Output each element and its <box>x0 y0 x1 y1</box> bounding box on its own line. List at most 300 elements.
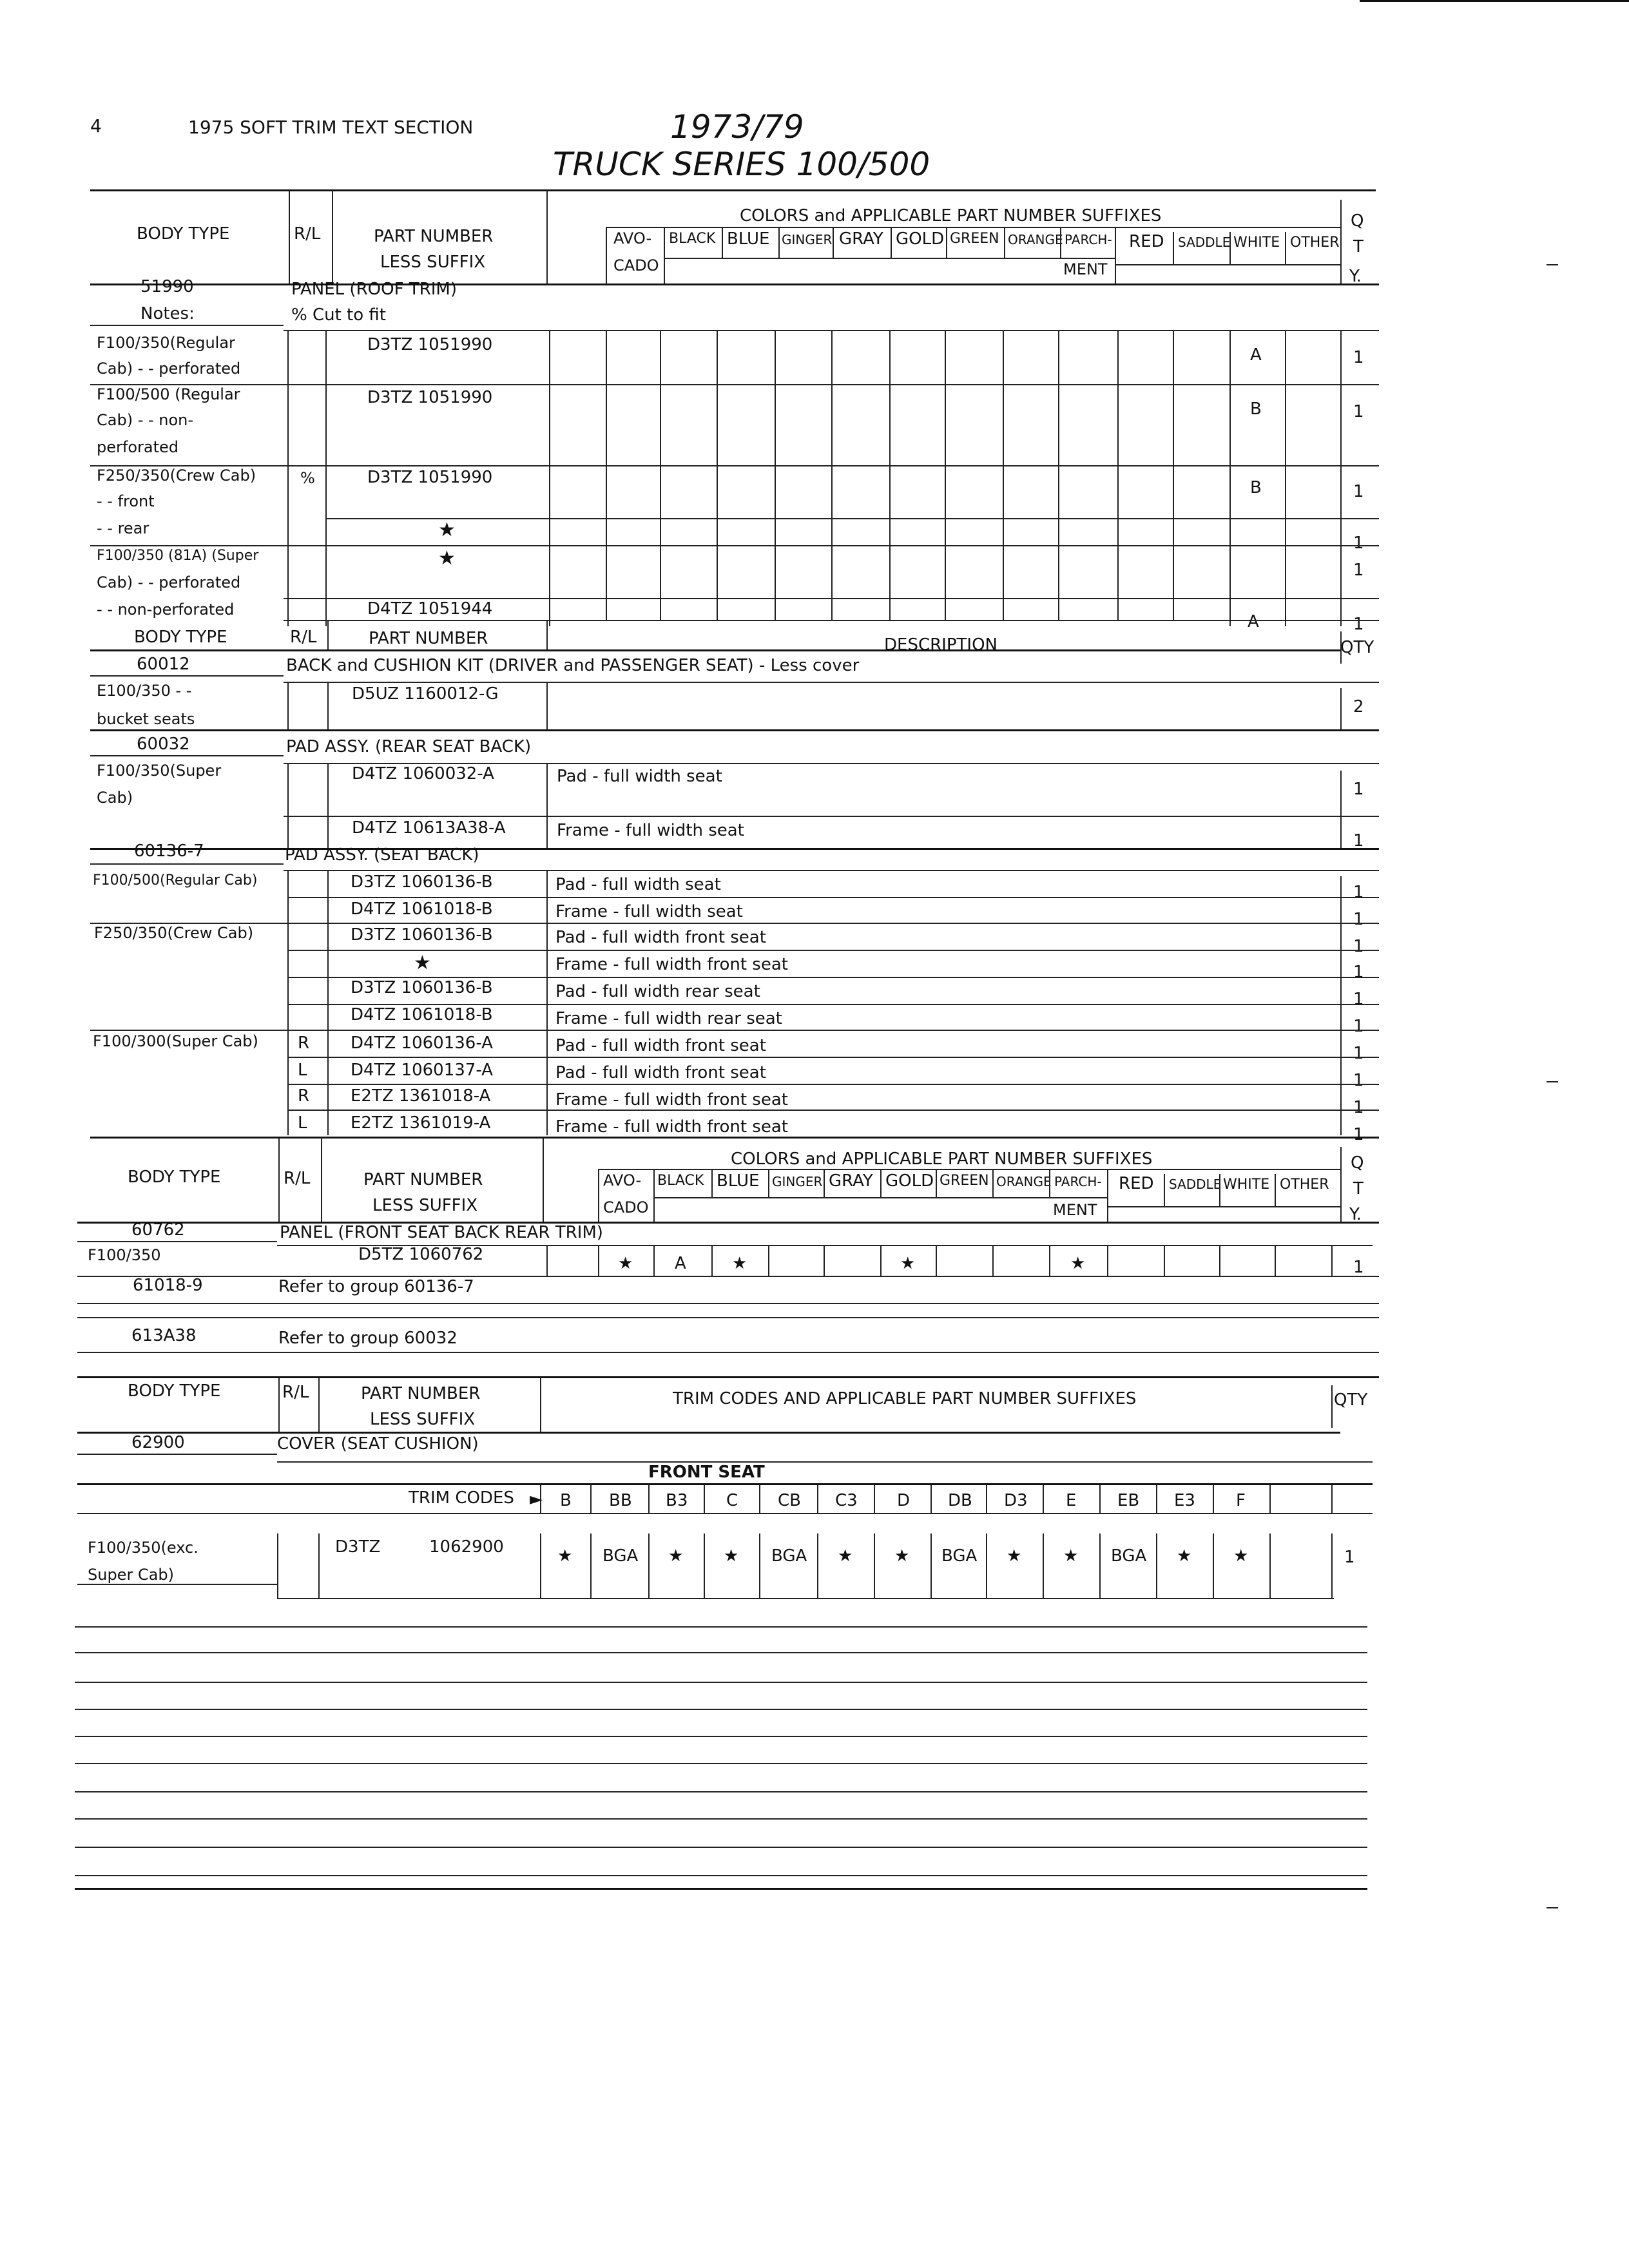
color-red: RED <box>1119 1174 1154 1193</box>
body-line: Super Cab) <box>88 1566 175 1584</box>
rule <box>90 729 1379 731</box>
less-suffix-header: LESS SUFFIX <box>380 253 486 272</box>
body-line: perforated <box>97 438 178 456</box>
divider <box>1229 232 1231 264</box>
color-parchment-2: MENT <box>1063 260 1108 278</box>
divider <box>278 1378 280 1432</box>
color-parchment: PARCH- <box>1054 1174 1102 1189</box>
body-line: bucket seats <box>97 710 195 728</box>
divider <box>590 1485 592 1513</box>
qty-t: T <box>1353 237 1364 256</box>
trim-code: B <box>560 1491 572 1510</box>
body-type-header: BODY TYPE <box>137 224 230 244</box>
star-icon: ★ <box>1070 1254 1086 1273</box>
divider <box>1340 631 1342 664</box>
rule <box>90 848 1379 850</box>
rule <box>75 1763 1367 1764</box>
star-icon: ★ <box>618 1254 633 1273</box>
rule <box>90 384 1379 385</box>
divider <box>1173 330 1174 620</box>
rule <box>77 1454 277 1455</box>
divider <box>546 621 548 649</box>
divider <box>1107 1245 1108 1276</box>
divider <box>318 1378 320 1432</box>
part-number: D5TZ 1060762 <box>358 1245 484 1264</box>
notes-text: % Cut to fit <box>291 305 386 325</box>
body-line: - - non-perforated <box>97 601 235 619</box>
divider <box>1340 1147 1342 1222</box>
color-blue: BLUE <box>717 1171 760 1191</box>
star-icon: ★ <box>438 547 456 570</box>
color-avocado-2: CADO <box>603 1198 649 1216</box>
rule <box>77 1584 277 1585</box>
group-title-62900: COVER (SEAT CUSHION) <box>277 1434 479 1454</box>
star-icon: ★ <box>724 1546 739 1566</box>
group-code-60032: 60032 <box>137 735 190 754</box>
rl-cell: R <box>298 1033 310 1053</box>
part-number: D4TZ 1051944 <box>367 599 493 619</box>
rule <box>287 950 1379 951</box>
body-line: F100/500(Regular Cab) <box>93 872 258 889</box>
divider <box>543 1138 544 1222</box>
trim-codes-label: TRIM CODES <box>409 1488 514 1508</box>
body-line: F100/350(exc. <box>88 1539 198 1557</box>
color-parchment: PARCH- <box>1065 232 1112 247</box>
rule <box>77 1352 1379 1353</box>
divider <box>817 1533 818 1598</box>
divider <box>1043 1485 1044 1513</box>
part-number: E2TZ 1361018-A <box>351 1086 491 1106</box>
divider <box>880 1169 882 1197</box>
body-line: Cab) <box>97 789 133 807</box>
trim-rl: R/L <box>282 1383 309 1402</box>
rule <box>325 518 1379 519</box>
divider <box>1331 1533 1333 1598</box>
rule <box>75 1626 1367 1628</box>
rule <box>77 1513 1373 1514</box>
divider <box>332 191 333 284</box>
divider <box>1099 1485 1101 1513</box>
divider <box>992 1245 994 1276</box>
star-icon: ★ <box>438 519 456 541</box>
desc-cell: Pad - full width seat <box>555 875 721 894</box>
star-icon: ★ <box>732 1254 747 1273</box>
divider <box>986 1485 987 1513</box>
rule <box>75 1709 1367 1710</box>
divider <box>660 330 661 620</box>
part-number: D3TZ 1051990 <box>367 468 493 487</box>
rule <box>77 1376 1379 1378</box>
part-number: D4TZ 1060136-A <box>351 1033 493 1053</box>
trim-code: B3 <box>666 1491 688 1510</box>
divider <box>325 330 327 626</box>
qty-cell: 1 <box>1353 937 1364 956</box>
qty-q-2: Q <box>1351 1153 1364 1173</box>
desc-cell: Pad - full width front seat <box>555 1063 766 1082</box>
rule <box>287 1084 1379 1085</box>
less-suffix-header-2: LESS SUFFIX <box>372 1196 478 1215</box>
divider <box>1340 200 1342 284</box>
part-number: D4TZ 1060137-A <box>351 1061 493 1080</box>
rule <box>606 227 1340 228</box>
rule <box>90 649 1340 651</box>
star-icon: ★ <box>838 1546 853 1566</box>
margin-mark <box>1547 1907 1558 1908</box>
suffix-cell: BGA <box>771 1546 807 1566</box>
desc-cell: Pad - full width front seat <box>555 928 766 947</box>
trim-code: D <box>897 1491 911 1510</box>
color-other: OTHER <box>1280 1177 1329 1193</box>
color-ginger: GINGER <box>772 1174 823 1189</box>
part-number: D5UZ 1160012-G <box>352 684 499 704</box>
suffix-cell: A <box>675 1254 686 1273</box>
rl-cell: L <box>298 1113 307 1133</box>
group-title-51990: PANEL (ROOF TRIM) <box>291 280 457 299</box>
qty-cell: 1 <box>1353 533 1364 553</box>
group-title-60032: PAD ASSY. (REAR SEAT BACK) <box>286 737 532 756</box>
divider <box>891 227 892 258</box>
rule <box>277 1598 1334 1599</box>
divider <box>327 763 329 848</box>
rule <box>75 1736 1367 1737</box>
divider <box>1269 1533 1271 1598</box>
desc-cell: Frame - full width seat <box>557 821 744 840</box>
rule <box>75 1818 1367 1820</box>
divider <box>289 191 290 284</box>
divider <box>936 1245 937 1276</box>
divider <box>945 330 946 620</box>
trim-code: C <box>726 1491 738 1510</box>
divider <box>992 1169 994 1197</box>
desc-cell: Frame - full width seat <box>555 902 743 921</box>
colors-title: COLORS and APPLICABLE PART NUMBER SUFFIXES <box>740 206 1162 226</box>
divider <box>1117 330 1119 620</box>
divider <box>598 1169 599 1222</box>
suffix-cell: BGA <box>1111 1546 1147 1566</box>
divider <box>986 1533 987 1598</box>
rule <box>653 1197 1107 1198</box>
divider <box>664 227 665 284</box>
divider <box>1173 232 1174 264</box>
divider <box>606 330 607 620</box>
qty-cell: 1 <box>1353 402 1364 421</box>
title-series: TRUCK SERIES 100/500 <box>553 146 930 183</box>
divider <box>874 1533 875 1598</box>
body-line: - - front <box>97 492 155 510</box>
body-line: - - rear <box>97 519 149 537</box>
notes-label: Notes: <box>140 304 195 323</box>
color-ginger: GINGER <box>782 232 833 247</box>
qty-cell: 1 <box>1353 780 1364 799</box>
rule <box>90 863 284 865</box>
rule <box>90 755 284 756</box>
group-title-60136: PAD ASSY. (SEAT BACK) <box>285 845 479 865</box>
trim-part-number: PART NUMBER <box>361 1384 481 1403</box>
rl-header: R/L <box>294 224 321 244</box>
star-icon: ★ <box>668 1546 684 1566</box>
divider <box>546 682 548 729</box>
divider <box>546 1245 548 1276</box>
color-green: GREEN <box>950 231 999 247</box>
rule <box>90 545 1379 546</box>
color-blue: BLUE <box>727 229 770 249</box>
divider <box>540 1485 541 1513</box>
star-icon: ★ <box>557 1546 573 1566</box>
divider <box>590 1533 592 1598</box>
section-title: 1975 SOFT TRIM TEXT SECTION <box>188 117 474 138</box>
trim-code: E <box>1066 1491 1077 1510</box>
suffix-cell: B <box>1250 478 1262 497</box>
trim-code: BB <box>609 1491 632 1510</box>
ref-text: Refer to group 60136-7 <box>278 1277 474 1296</box>
divider <box>1219 1245 1220 1276</box>
part-number: D3TZ 1060136-B <box>351 925 493 945</box>
divider <box>648 1485 650 1513</box>
divider <box>1269 1485 1271 1513</box>
qty-cell: 1 <box>1353 831 1364 850</box>
divider <box>653 1169 655 1222</box>
qty-cell: 1 <box>1353 1071 1364 1090</box>
color-saddle: SADDLE <box>1169 1177 1222 1192</box>
rule <box>77 1276 1379 1277</box>
rule <box>75 1652 1367 1653</box>
trim-code: E3 <box>1174 1491 1195 1510</box>
body-line: F100/350(Super <box>97 762 222 780</box>
rule <box>77 1317 1379 1318</box>
desc-qty: QTY <box>1340 638 1374 657</box>
star-icon: ★ <box>1007 1546 1022 1566</box>
body-line: Cab) - - perforated <box>97 573 241 591</box>
desc-cell: Frame - full width rear seat <box>555 1009 782 1028</box>
part-number: E2TZ 1361019-A <box>351 1113 491 1133</box>
qty-cell: 1 <box>1353 1044 1364 1063</box>
part-number: D3TZ 1060136-B <box>351 872 493 892</box>
part-prefix: D3TZ <box>335 1537 381 1557</box>
part-number: D3TZ 1051990 <box>367 335 493 354</box>
divider <box>1285 232 1286 264</box>
color-white: WHITE <box>1233 235 1280 251</box>
qty-y-2: Y. <box>1349 1205 1362 1224</box>
group-code-62900: 62900 <box>131 1433 185 1452</box>
divider <box>817 1485 818 1513</box>
rule <box>287 897 1379 898</box>
divider <box>1164 1245 1165 1276</box>
margin-mark <box>1547 264 1558 265</box>
body-line: Cab) - - perforated <box>97 360 241 378</box>
divider <box>287 763 289 848</box>
divider <box>1058 330 1059 620</box>
rule <box>90 325 284 326</box>
qty-cell: 1 <box>1353 990 1364 1009</box>
part-number-header: PART NUMBER <box>374 227 494 246</box>
desc-cell: Frame - full width front seat <box>555 1117 788 1137</box>
divider <box>824 1169 825 1197</box>
body-line: F100/500 (Regular <box>97 385 240 403</box>
divider <box>1049 1169 1050 1197</box>
divider <box>540 1378 541 1432</box>
body-line: F250/350(Crew Cab) <box>94 924 254 942</box>
qty-cell: 1 <box>1353 883 1364 902</box>
divider <box>704 1533 705 1598</box>
divider <box>287 870 289 1135</box>
rule <box>284 816 1379 817</box>
part-number: D4TZ 1061018-B <box>351 899 493 919</box>
body-line: F100/350 (81A) (Super <box>97 548 259 564</box>
part-number: D3TZ 1060136-B <box>351 978 493 997</box>
divider <box>1285 330 1286 626</box>
color-orange: ORANGE <box>996 1174 1052 1189</box>
divider <box>1213 1485 1214 1513</box>
divider <box>759 1485 760 1513</box>
divider <box>327 682 329 729</box>
margin-mark <box>1547 1081 1558 1082</box>
divider <box>1060 227 1061 258</box>
divider <box>606 227 607 284</box>
divider <box>946 227 947 258</box>
divider <box>1049 1245 1050 1276</box>
rule <box>75 1875 1367 1876</box>
rl-header-2: R/L <box>284 1169 311 1188</box>
rule <box>284 870 1379 871</box>
color-avocado: AVO- <box>603 1171 642 1189</box>
trim-code: F <box>1236 1491 1246 1510</box>
divider <box>653 1245 655 1276</box>
divider <box>1156 1485 1157 1513</box>
qty-cell: 1 <box>1344 1548 1355 1567</box>
colors-title-2: COLORS and APPLICABLE PART NUMBER SUFFIXES <box>731 1149 1153 1169</box>
part-number: D4TZ 10613A38-A <box>352 818 506 838</box>
divider <box>768 1169 769 1197</box>
rule <box>90 675 284 677</box>
qty-cell: 2 <box>1353 697 1364 716</box>
color-parchment-2: MENT <box>1053 1201 1097 1219</box>
divider <box>546 191 548 284</box>
divider <box>1340 771 1342 848</box>
star-icon: ★ <box>1063 1546 1079 1566</box>
desc-description: DESCRIPTION <box>884 635 998 655</box>
divider <box>1003 330 1004 620</box>
title-years: 1973/79 <box>670 108 804 146</box>
body-line: F100/300(Super Cab) <box>93 1032 258 1050</box>
divider <box>1340 330 1342 626</box>
divider <box>540 1533 541 1598</box>
divider <box>1340 876 1342 1135</box>
suffix-cell: A <box>1248 612 1259 631</box>
qty-q: Q <box>1351 211 1364 231</box>
color-avocado-2: CADO <box>613 256 659 274</box>
divider <box>549 330 550 626</box>
divider <box>1004 227 1005 258</box>
divider <box>778 227 780 258</box>
divider <box>1275 1245 1276 1276</box>
divider <box>327 621 329 649</box>
desc-body-type: BODY TYPE <box>134 628 227 647</box>
trim-title: TRIM CODES AND APPLICABLE PART NUMBER SUFFIXES <box>673 1389 1137 1408</box>
desc-cell: Pad - full width front seat <box>555 1036 766 1055</box>
rule <box>77 1483 1373 1485</box>
ref-code: 613A38 <box>131 1326 197 1345</box>
color-avocado: AVO- <box>613 229 652 247</box>
rule <box>287 1110 1379 1111</box>
color-black: BLACK <box>657 1173 704 1189</box>
divider <box>1156 1533 1157 1598</box>
group-code-51990: 51990 <box>140 277 194 296</box>
suffix-cell: BGA <box>941 1546 978 1566</box>
group-title-60762: PANEL (FRONT SEAT BACK REAR TRIM) <box>280 1223 603 1242</box>
body-line: F250/350(Crew Cab) <box>97 466 256 485</box>
divider <box>874 1485 875 1513</box>
divider <box>546 870 548 1135</box>
star-icon: ★ <box>900 1254 916 1273</box>
divider <box>321 1138 322 1222</box>
divider <box>930 1533 932 1598</box>
divider <box>1331 1245 1333 1276</box>
qty-cell: 1 <box>1353 482 1364 501</box>
trim-code: D3 <box>1004 1491 1028 1510</box>
qty-cell: 1 <box>1353 1017 1364 1036</box>
qty-cell: 1 <box>1353 615 1364 634</box>
divider <box>287 682 289 729</box>
desc-cell: Frame - full width front seat <box>555 955 788 974</box>
qty-cell: 1 <box>1353 910 1364 929</box>
rule <box>75 1682 1367 1683</box>
divider <box>1331 1385 1333 1428</box>
rule <box>599 1169 1340 1170</box>
part-number: D4TZ 1061018-B <box>351 1005 493 1024</box>
color-gray: GRAY <box>829 1171 873 1191</box>
color-gold: GOLD <box>896 229 945 249</box>
trim-less-suffix: LESS SUFFIX <box>370 1410 476 1429</box>
rl-cell: L <box>298 1061 307 1080</box>
star-icon: ★ <box>414 952 431 974</box>
divider <box>711 1245 713 1276</box>
arrow-right-icon: ► <box>530 1490 543 1509</box>
qty-cell: 1 <box>1353 1125 1364 1144</box>
divider <box>936 1169 937 1197</box>
group-code-60012: 60012 <box>137 655 190 674</box>
star-icon: ★ <box>1177 1546 1192 1566</box>
divider <box>831 330 833 620</box>
divider <box>930 1485 932 1513</box>
suffix-cell: A <box>1250 345 1262 365</box>
desc-cell: Pad - full width rear seat <box>555 982 760 1001</box>
color-saddle: SADDLE <box>1178 235 1231 250</box>
body-line: F100/350 <box>88 1246 161 1264</box>
rule <box>90 284 1379 285</box>
part-number: D3TZ 1051990 <box>367 388 493 407</box>
rule <box>284 620 1379 621</box>
qty-cell: 1 <box>1353 1098 1364 1117</box>
star-icon: ★ <box>894 1546 910 1566</box>
rule <box>90 1137 1379 1139</box>
rule <box>77 1222 1379 1224</box>
desc-rl: R/L <box>290 628 317 647</box>
rl-cell: % <box>300 469 315 487</box>
divider <box>327 870 329 1135</box>
trim-code: DB <box>948 1491 972 1510</box>
color-gray: GRAY <box>839 229 883 249</box>
rule <box>90 923 1379 924</box>
rule <box>75 1888 1367 1890</box>
color-other: OTHER <box>1290 235 1340 251</box>
divider <box>278 1138 280 1222</box>
qty-y: Y. <box>1349 267 1362 286</box>
divider <box>775 330 776 620</box>
trim-code: EB <box>1117 1491 1140 1510</box>
part-base: 1062900 <box>429 1537 504 1557</box>
suffix-cell: B <box>1250 399 1262 419</box>
divider <box>287 330 289 626</box>
